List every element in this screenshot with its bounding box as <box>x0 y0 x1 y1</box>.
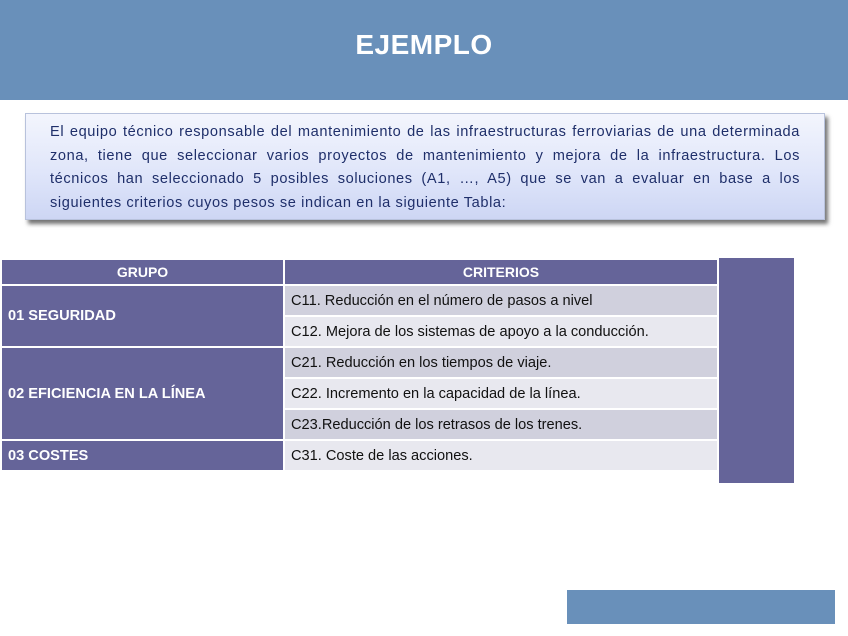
table-row <box>1 440 718 471</box>
group-cell-seguridad: 01 SEGURIDAD <box>1 285 284 347</box>
criterion-c11: C11. Reducción en el número de pasos a nivel <box>284 285 718 316</box>
page-title: EJEMPLO <box>355 29 493 60</box>
column-header-grupo: GRUPO <box>1 259 284 285</box>
group-cell-costes: 03 COSTES <box>1 440 284 471</box>
criteria-table <box>0 258 719 472</box>
group-cell-eficiencia: 02 EFICIENCIA EN LA LÍNEA <box>1 347 284 440</box>
criterion-c21: C21. Reducción en los tiempos de viaje. <box>284 347 718 378</box>
table-row <box>1 285 718 316</box>
intro-box <box>25 113 825 220</box>
criterion-c31: C31. Coste de las acciones. <box>284 440 718 471</box>
criterion-c12: C12. Mejora de los sistemas de apoyo a la conducción. <box>284 316 718 347</box>
intro-text: El equipo técnico responsable del mantenimiento de las infraestructuras ferroviarias de una determinada zona, tiene que seleccionar varios proyectos de mantenimiento y mejora de la infraestructura. Los técnicos han seleccionado 5 posibles soluciones (A1, …, A5) que se van a evaluar en base a los siguientes criterios cuyos pesos se indican en la siguiente Tabla: <box>50 124 800 211</box>
criterion-c23: C23.Reducción de los retrasos de los trenes. <box>284 409 718 440</box>
side-panel <box>719 258 794 483</box>
footer-bar <box>567 590 835 624</box>
table-row <box>1 347 718 378</box>
column-header-criterios: CRITERIOS <box>284 259 718 285</box>
criterion-c22: C22. Incremento en la capacidad de la línea. <box>284 378 718 409</box>
table-header-row <box>1 259 718 285</box>
